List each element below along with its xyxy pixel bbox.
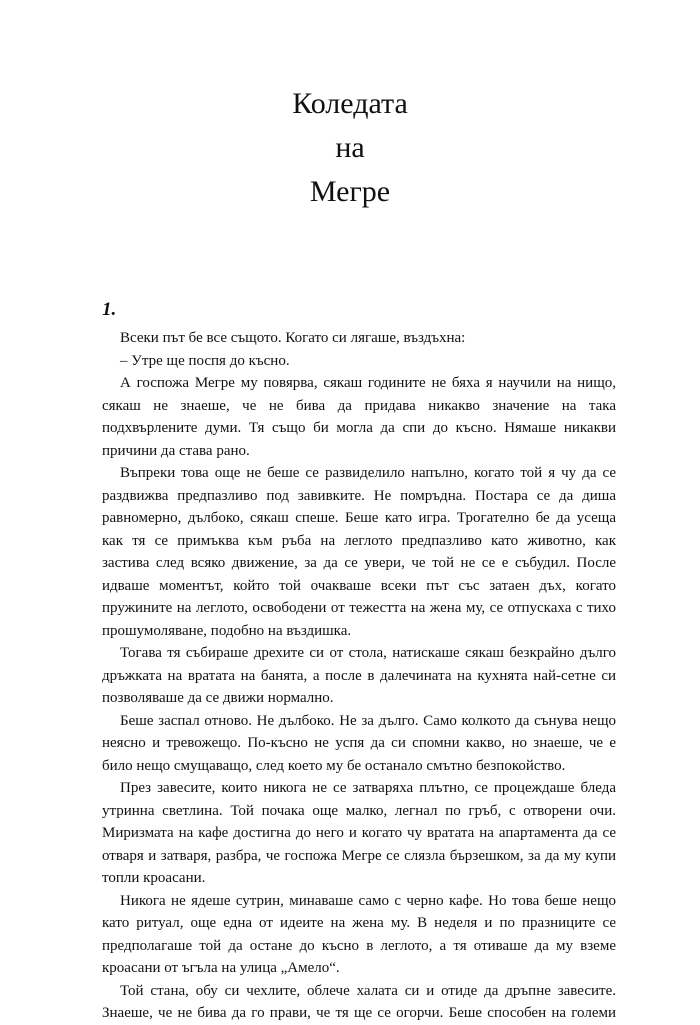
text-line: причини да става рано. — [102, 442, 250, 459]
text-line: Тогава тя събираше дрехите си от стола, натискаше сякаш безкрайно дълго — [120, 645, 616, 661]
text-line: предполагаше той да остане до късно в леглото, а тя отиваше да му вземе — [102, 937, 616, 954]
text-line: като ритуал, още една от идеите на жена му. В неделя и по празниците се — [102, 915, 616, 931]
text-line: неясно и тревожещо. По-късно не успя да си спомни какво, но знаеше, че е — [102, 735, 616, 751]
text-line: Всеки път бе все същото. Когато си лягаше, въздъхна: — [120, 330, 466, 346]
text-line: – Утре ще поспя до късно. — [120, 352, 290, 369]
text-line: отваря и затваря, разбра, че госпожа Мегре се слязла бързешком, за да му купи — [102, 847, 616, 864]
text-line: равномерно, дълбоко, сякаш спеше. Беше като игра. Трогателно бе да усеща — [102, 510, 616, 526]
text-line: Беше заспал отново. Не дълбоко. Не за дълго. Само колкото да сънува нещо — [120, 712, 616, 729]
text-line: Въпреки това още не беше се развиделило напълно, когато той я чу да се — [120, 465, 616, 481]
text-line: А госпожа Мегре му повярва, сякаш годините не бяха я научили на нищо, — [120, 375, 616, 391]
book-title — [0, 82, 700, 214]
text-line: Миризмата на кафе достигна до него и когато чу вратата на апартамента да се — [102, 825, 616, 841]
text-line: топли кроасани. — [102, 870, 206, 886]
text-line: идваше моментът, който той очакваше всеки път със затаен дъх, когато — [102, 577, 616, 594]
text-line: било нещо смущаващо, след което му бе останало смътно безпокойство. — [102, 757, 566, 774]
text-line: През завесите, които никога не се затваряха плътно, се процеждаше бледа — [120, 780, 616, 796]
text-line: прошумоляване, подобно на въздишка. — [102, 622, 352, 639]
text-line: Той стана, обу си чехлите, облече халата си и отиде да дръпне завесите. — [120, 982, 616, 999]
text-line: позволяваше да се движи нормално. — [102, 690, 334, 706]
text-line: дръжката на вратата на банята, а после в далечината на кухнята най-сетне си — [102, 667, 616, 684]
text-line: раздвижва предпазливо под завивките. Не помръдна. Постара се да диша — [102, 487, 616, 504]
text-line: застива след всяко движение, за да се увери, че той не се е събудил. После — [102, 555, 616, 571]
chapter-text — [102, 327, 616, 1025]
title-line-1: Коледата — [292, 87, 408, 120]
text-line: пружините на леглото, освободени от тежестта на жена му, се отпускаха с тихо — [102, 600, 616, 616]
chapter-number: 1. — [102, 299, 117, 320]
text-line: кроасани от ъгъла на улица „Амело“. — [102, 960, 340, 976]
text-line: Никога не ядеше сутрин, минаваше само с черно кафе. Но това беше нещо — [120, 892, 616, 909]
text-line: Знаеше, че не бива да го прави, че тя ще се огорчи. Беше способен на големи — [102, 1005, 616, 1021]
text-line: утринна светлина. Той почака още малко, легнал по гръб, с отворени очи. — [102, 802, 616, 819]
text-line: подхвърлените думи. Тя също би могла да спи до късно. Нямаше никакви — [102, 420, 616, 436]
text-line: как тя се примъква към ръба на леглото предпазливо като животно, как — [102, 532, 616, 549]
title-line-2: на — [335, 131, 365, 164]
text-line: сякаш не знаеше, че не бива да придава никакво значение на така — [102, 397, 616, 414]
title-line-3: Мегре — [309, 175, 391, 208]
